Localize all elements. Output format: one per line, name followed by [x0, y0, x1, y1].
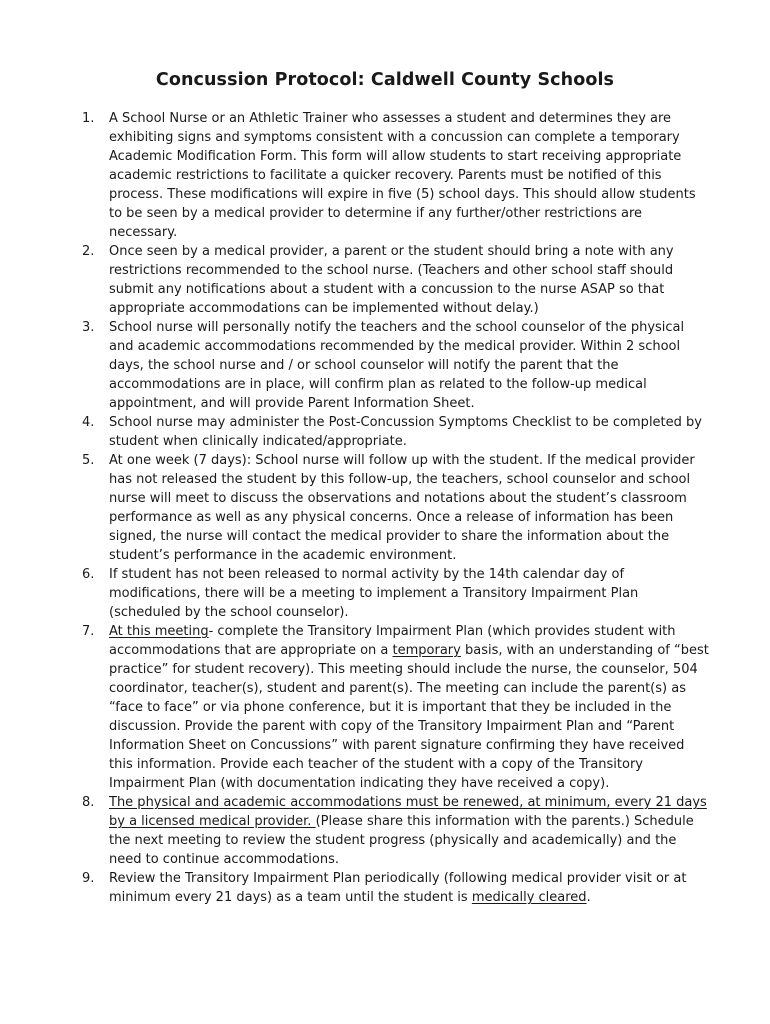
item-number: 3. [82, 320, 95, 335]
item-number: 9. [82, 871, 95, 886]
item-text [109, 869, 712, 907]
item-text: Once seen by a medical provider, a parent or the student should bring a note with any restrictions recommended to the school nurse. (Teachers and other school staff should submit any notifications about a student with a concussion to the nurse ASAP so that appropriate accommodations can be implemented without delay.) [109, 244, 674, 316]
item-text: School nurse may administer the Post-Concussion Symptoms Checklist to be completed by student when clinically indicated/appropriate. [109, 415, 702, 449]
underlined-emphasis: medically cleared [471, 890, 587, 905]
item-number: 4. [82, 415, 95, 430]
item-number: 5. [82, 453, 95, 468]
protocol-item-4 [82, 413, 712, 451]
item-text: If student has not been released to normal activity by the 14th calendar day of modifications, there will be a meeting to implement a Transitory Impairment Plan (scheduled by the school counselor). [109, 567, 639, 620]
item-text-part: (Please share this information with the parents.) Schedule the next meeting to review the student progress (physically and academically) and the need to continue accommodations. [109, 814, 694, 867]
protocol-list [82, 109, 712, 907]
item-text [109, 793, 712, 869]
item-number: 8. [82, 795, 95, 810]
protocol-item-7 [82, 622, 712, 793]
item-text: School nurse will personally notify the teachers and the school counselor of the physical and academic accommodations recommended by the medical provider. Within 2 school days, the school nurse and / or school counselor will notify the parent that the accommodations are in place, will confirm plan as related to the follow-up medical appointment, and will provide Parent Information Sheet. [109, 320, 685, 411]
document-title: Concussion Protocol: Caldwell County Schools [155, 70, 615, 90]
underlined-lead: The physical and academic accommodations must be renewed, at minimum, every 21 days by a licensed medical provider. [109, 795, 707, 829]
underlined-lead: At this meeting [109, 624, 209, 639]
item-text: At one week (7 days): School nurse will follow up with the student. If the medical provider has not released the student by this follow-up, the teachers, school counselor and school nurse will meet to discuss the observations and notations about the student’s classroom performance as well as any physical concerns. Once a release of information has been signed, the nurse will contact the medical provider to share the information about the student’s performance in the academic environment. [109, 453, 695, 563]
item-number: 6. [82, 567, 95, 582]
item-number: 1. [82, 111, 95, 126]
protocol-item-5 [82, 451, 712, 565]
underlined-emphasis: temporary [392, 643, 461, 658]
item-text-part: - complete the Transitory Impairment Plan (which provides student with accommodations that are appropriate on a [109, 624, 676, 658]
item-text: A School Nurse or an Athletic Trainer who assesses a student and determines they are exhibiting signs and symptoms consistent with a concussion can complete a temporary Academic Modification Form. This form will allow students to start receiving appropriate academic restrictions to facilitate a quicker recovery. Parents must be notified of this process. These modifications will expire in five (5) school days. This should allow students to be seen by a medical provider to determine if any further/other restrictions are necessary. [109, 111, 696, 240]
item-number: 7. [82, 624, 95, 639]
protocol-item-8 [82, 793, 712, 869]
protocol-item-3 [82, 318, 712, 413]
protocol-item-6 [82, 565, 712, 622]
item-text-part: . [586, 890, 591, 905]
item-text [109, 622, 712, 793]
protocol-item-1 [82, 109, 712, 242]
item-number: 2. [82, 244, 95, 259]
protocol-item-2 [82, 242, 712, 318]
item-text-part: Review the Transitory Impairment Plan periodically (following medical provider visit or at minimum every 21 days) as a team until the student is [109, 871, 687, 905]
protocol-item-9 [82, 869, 712, 907]
item-text-part: basis, with an understanding of “best practice” for student recovery). This meeting should include the nurse, the counselor, 504 coordinator, teacher(s), student and parent(s). The meeting can include the parent(s) as “face to face” or via phone conference, but it is important that they be included in the discussion. Provide the parent with copy of the Transitory Impairment Plan and “Parent Information Sheet on Concussions” with parent signature confirming they have received this information. Provide each teacher of the student with a copy of the Transitory Impairment Plan (with documentation indicating they have received a copy). [109, 643, 709, 791]
